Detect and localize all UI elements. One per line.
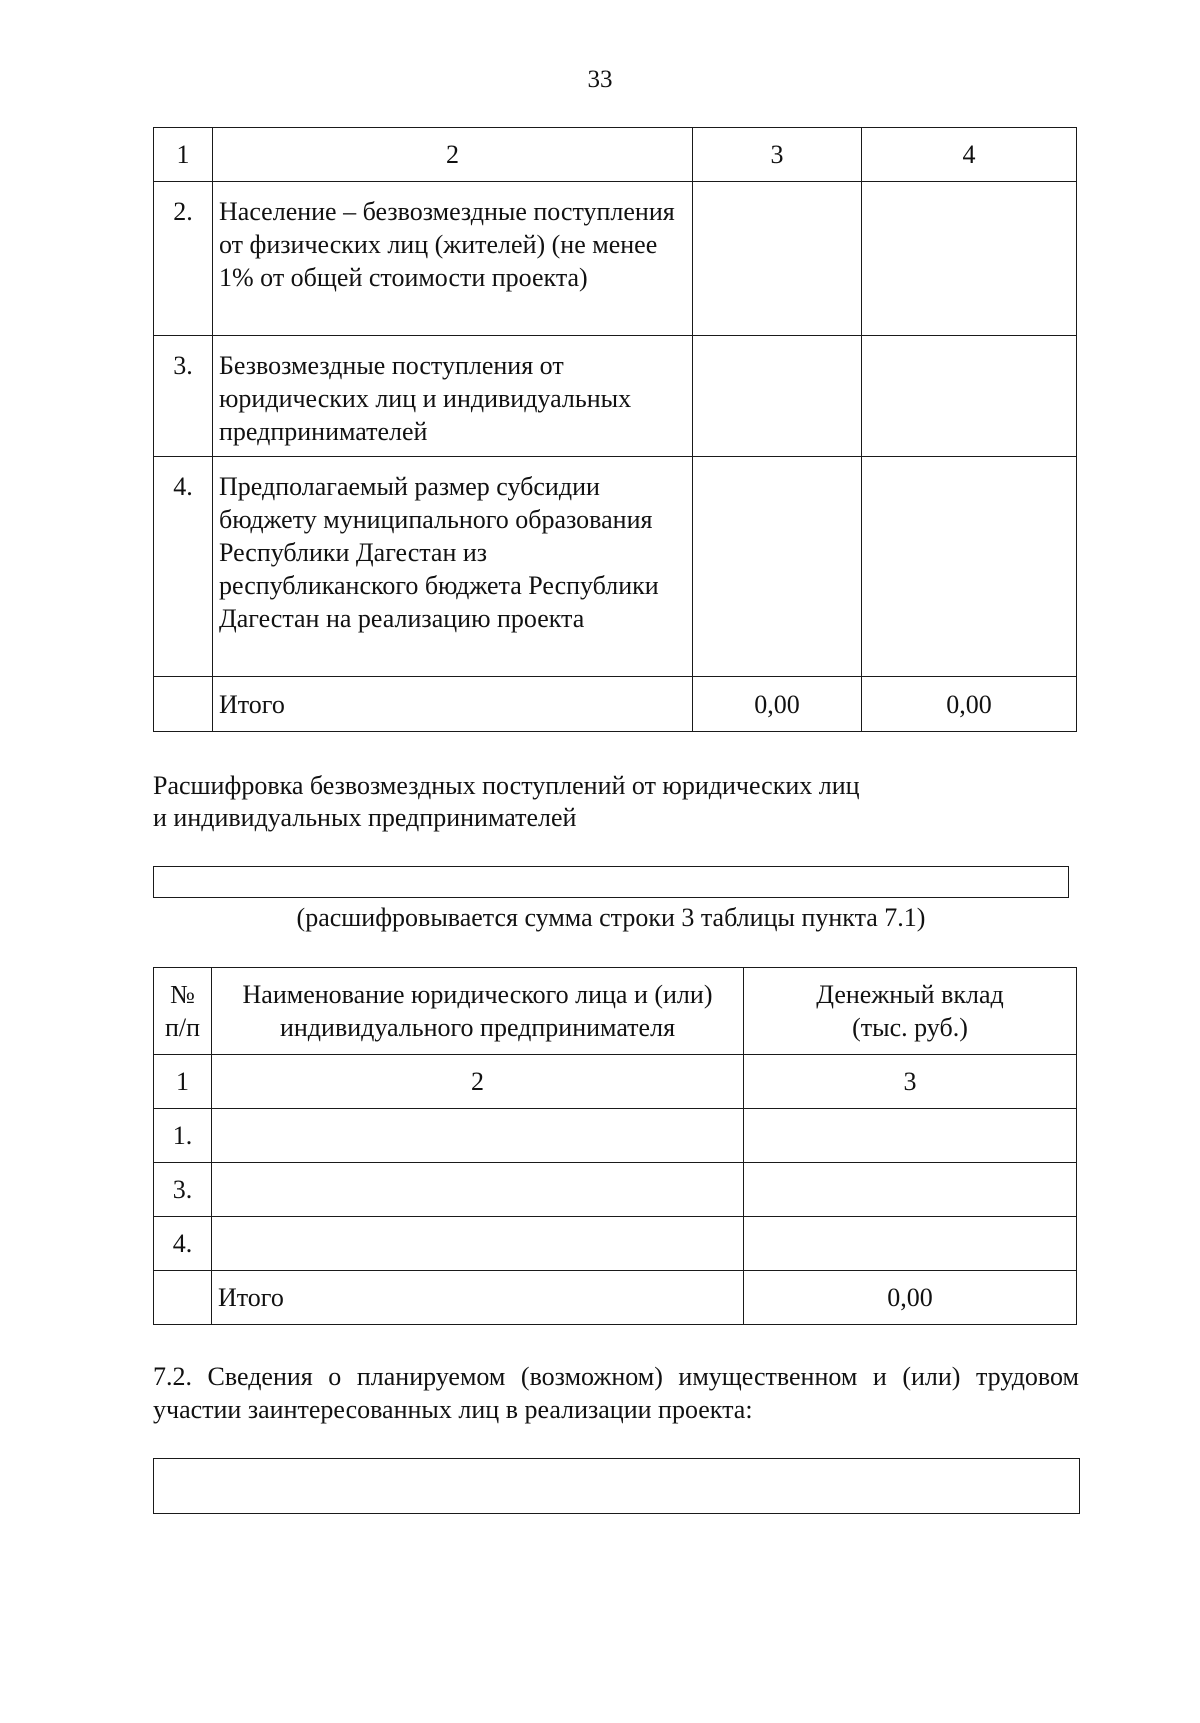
table-row [154,182,1077,336]
entity-name-cell[interactable] [212,1217,744,1271]
table-header-row [154,968,1077,1055]
row-description: Предполагаемый размер субсидии бюджету муниципального образования Республики Дагестан из республиканского бюджета Республики Дагестан на реализацию проекта [213,457,693,677]
row-value-col4[interactable] [862,457,1077,677]
row-number: 4. [154,1217,212,1271]
total-number [154,677,213,732]
column-index-1: 1 [154,1055,212,1109]
total-value-col3: 0,00 [693,677,862,732]
header-contribution [744,968,1077,1055]
header-entity-name-line-2: индивидуального предпринимателя [279,1013,676,1042]
table-row [154,1163,1077,1217]
breakdown-caption-line-2: и индивидуальных предпринимателей [153,803,577,832]
header-number [154,968,212,1055]
breakdown-caption-line-1: Расшифровка безвозмездных поступлений от юридических лиц [153,771,860,800]
column-index-3: 3 [693,128,862,182]
table-header-row [154,128,1077,182]
header-contribution-line-2: (тыс. руб.) [852,1013,968,1042]
total-contribution: 0,00 [744,1271,1077,1325]
row-value-col4[interactable] [862,182,1077,336]
breakdown-note: (расшифровывается сумма строки 3 таблицы пункта 7.1) [296,903,926,932]
table-row [154,457,1077,677]
breakdown-input-field[interactable] [153,866,1069,898]
column-index-2: 2 [213,128,693,182]
header-entity-name-line-1: Наименование юридического лица и (или) [242,980,713,1009]
contribution-cell[interactable] [744,1163,1077,1217]
row-number: 3. [154,1163,212,1217]
page-number: 33 [587,66,613,93]
header-number-line-1: № [170,980,195,1009]
total-row [154,677,1077,732]
row-description: Население – безвозмездные поступления от физических лиц (жителей) (не менее 1% от общей стоимости проекта) [213,182,693,336]
row-number: 1. [154,1109,212,1163]
total-number [154,1271,212,1325]
index-row [154,1055,1077,1109]
row-number: 3. [154,336,213,457]
section-7-2-text: 7.2. Сведения о планируемом (возможном) имущественном и (или) трудовом участии заинтересованных лиц в реализации проекта: [153,1362,1079,1424]
total-label: Итого [212,1271,744,1325]
row-value-col3[interactable] [693,457,862,677]
entity-name-cell[interactable] [212,1109,744,1163]
column-index-2: 2 [212,1055,744,1109]
table-row [154,1217,1077,1271]
legal-entities-table [153,967,1077,1325]
column-index-3: 3 [744,1055,1077,1109]
column-index-4: 4 [862,128,1077,182]
breakdown-caption [153,770,1053,834]
contribution-cell[interactable] [744,1217,1077,1271]
header-entity-name [212,968,744,1055]
table-row [154,1109,1077,1163]
contribution-cell[interactable] [744,1109,1077,1163]
total-label: Итого [213,677,693,732]
row-value-col3[interactable] [693,182,862,336]
row-number: 4. [154,457,213,677]
section-7-2-answer-field[interactable] [153,1458,1080,1514]
funding-sources-table [153,127,1077,732]
header-number-line-2: п/п [164,1013,201,1042]
row-value-col3[interactable] [693,336,862,457]
total-value-col4: 0,00 [862,677,1077,732]
column-index-1: 1 [154,128,213,182]
entity-name-cell[interactable] [212,1163,744,1217]
row-value-col4[interactable] [862,336,1077,457]
header-contribution-line-1: Денежный вклад [816,980,1004,1009]
total-row [154,1271,1077,1325]
row-number: 2. [154,182,213,336]
table-row [154,336,1077,457]
row-description: Безвозмездные поступления от юридических лиц и индивидуальных предпринимателей [213,336,693,457]
